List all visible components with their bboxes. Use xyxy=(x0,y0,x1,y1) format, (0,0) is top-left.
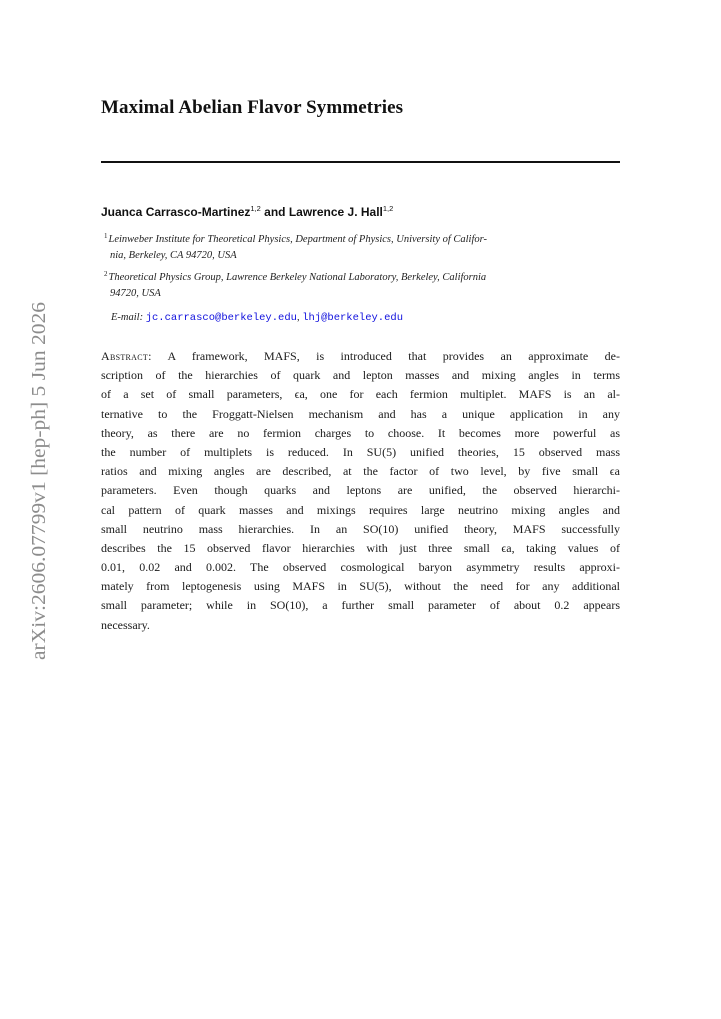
author-name: Lawrence J. Hall xyxy=(288,205,383,219)
arxiv-identifier xyxy=(18,300,54,660)
affiliation-line: nia, Berkeley, CA 94720, USA xyxy=(110,250,237,261)
author-list xyxy=(101,204,393,219)
affiliation-line: 94720, USA xyxy=(110,288,161,299)
arxiv-identifier-svg xyxy=(18,300,54,660)
author-affiliation-mark: 1,2 xyxy=(382,204,394,213)
affiliation-mark: 2 xyxy=(104,270,108,278)
abstract-heading: Abstract: xyxy=(101,349,152,363)
abstract-line: the number of multiplets is reduced. In SU(5) unified theories, 15 observed mass xyxy=(101,444,620,459)
abstract-line: theory, as there are no fermion charges to choose. It becomes more powerful as xyxy=(101,425,620,440)
affiliation-line: Leinweber Institute for Theoretical Physics, Department of Physics, University of Califor- xyxy=(108,234,488,245)
abstract-line xyxy=(101,347,620,366)
email-separator: , xyxy=(296,312,303,323)
affiliation-2 xyxy=(104,266,620,302)
affiliation-1 xyxy=(104,228,620,264)
abstract-line: describes the 15 observed flavor hierarchies with just three small ϵa, taking values of xyxy=(101,540,620,555)
author-name: Juanca Carrasco-Martinez xyxy=(101,205,251,219)
affiliation-mark: 1 xyxy=(104,232,108,240)
email-link-carrasco[interactable]: jc.carrasco@berkeley.edu xyxy=(145,312,297,324)
email-line xyxy=(111,312,403,324)
author-affiliation-mark: 1,2 xyxy=(250,204,261,213)
abstract-line: 0.01, 0.02 and 0.002. The observed cosmological baryon asymmetry results approxi- xyxy=(101,560,620,575)
abstract-text: A framework, MAFS, is introduced that provides an approximate de- xyxy=(151,349,620,363)
abstract-line: scription of the hierarchies of quark and lepton masses and mixing angles in terms xyxy=(101,368,620,383)
abstract-line: mately from leptogenesis using MAFS in SU(5), without the need for any additional xyxy=(101,579,620,594)
abstract-line: necessary. xyxy=(101,617,150,632)
title-rule xyxy=(101,161,620,163)
email-label: E-mail: xyxy=(111,312,144,323)
arxiv-identifier-text: arXiv:2606.07799v1 [hep-ph] 5 Jun 2026 xyxy=(28,327,50,660)
abstract-line: small parameter; while in SO(10), a further small parameter of about 0.2 appears xyxy=(101,598,620,613)
abstract-line: ratios and mixing angles are described, at the factor of two level, by five small ϵa xyxy=(101,464,620,479)
abstract-line: small neutrino mass hierarchies. In an SO(10) unified theory, MAFS successfully xyxy=(101,521,620,536)
email-link-hall[interactable]: lhj@berkeley.edu xyxy=(302,312,404,324)
abstract-line: parameters. Even though quarks and leptons are unified, the observed hierarchi- xyxy=(101,483,620,498)
abstract xyxy=(101,347,620,635)
abstract-line: ternative to the Froggatt-Nielsen mechanism and has a unique application in any xyxy=(101,406,620,421)
abstract-line: of a set of small parameters, ϵa, one for each fermion multiplet. MAFS is an al- xyxy=(101,387,620,402)
author-conjunction: and xyxy=(260,205,289,219)
paper-title: Maximal Abelian Flavor Symmetries xyxy=(101,97,404,118)
abstract-line: cal pattern of quark masses and mixings requires large neutrino mixing angles and xyxy=(101,502,620,517)
affiliation-line: Theoretical Physics Group, Lawrence Berkeley National Laboratory, Berkeley, California xyxy=(108,272,487,283)
